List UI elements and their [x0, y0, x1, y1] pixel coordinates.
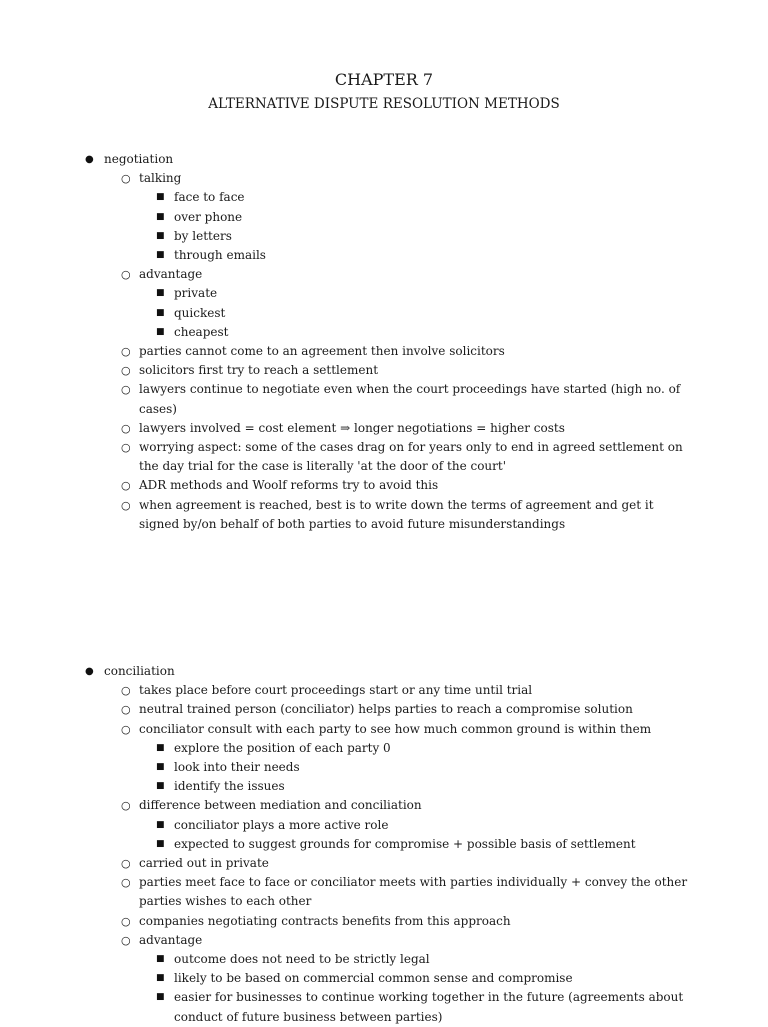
bullet-circle-icon: ○	[121, 421, 131, 435]
list-item-text: outcome does not need to be strictly legal	[174, 952, 430, 967]
list-item-text: cheapest	[174, 324, 229, 339]
list-item-text: takes place before court proceedings start or any time until trial	[139, 683, 533, 698]
list-item	[121, 419, 694, 438]
list-item-text: solicitors first try to reach a settlement	[139, 363, 379, 378]
bullet-square-icon: ■	[156, 326, 165, 337]
bullet-circle-icon: ○	[121, 914, 131, 928]
bullet-square-icon: ■	[156, 250, 165, 261]
bullet-circle-icon: ○	[121, 441, 131, 455]
list-item	[121, 681, 694, 700]
list-item-text: over phone	[174, 209, 243, 224]
bullet-square-icon: ■	[156, 192, 165, 203]
list-item	[156, 777, 694, 796]
bullet-square-icon: ■	[156, 973, 165, 984]
bullet-circle-icon: ○	[121, 268, 131, 282]
list-item-text: look into their needs	[174, 760, 300, 775]
list-item	[121, 700, 694, 719]
nested-list-container	[0, 950, 768, 1027]
bullet-circle-icon: ○	[121, 933, 131, 947]
bullet-square-icon: ■	[156, 781, 165, 792]
bullet-circle-icon: ○	[121, 876, 131, 890]
list-item	[156, 227, 694, 246]
list-item	[121, 380, 694, 418]
bullet-disc-icon: ●	[85, 154, 94, 165]
list-item	[156, 950, 694, 969]
list-item-text: easier for businesses to continue working together in the future (agreements about conduct of future business between parties)	[174, 990, 684, 1024]
list-item-text: ADR methods and Woolf reforms try to avoid this	[139, 478, 439, 493]
chapter-heading: CHAPTER 7	[334, 70, 434, 89]
list-item-text: face to face	[174, 190, 245, 205]
list-item	[156, 284, 694, 303]
list-item-text: conciliator plays a more active role	[174, 817, 389, 832]
bullet-list-level-1	[0, 150, 768, 534]
bullet-circle-icon: ○	[121, 703, 131, 717]
bullet-circle-icon: ○	[121, 383, 131, 397]
nested-list-container	[0, 681, 768, 1027]
list-item	[121, 342, 694, 361]
bullet-list-level-2	[0, 681, 768, 1027]
list-item-text: conciliation	[104, 664, 175, 678]
bullet-circle-icon: ○	[121, 172, 131, 186]
nested-list-container	[0, 188, 768, 265]
list-item-text: private	[174, 286, 218, 301]
list-item-text: expected to suggest grounds for compromise + possible basis of settlement	[174, 836, 636, 851]
bullet-circle-icon: ○	[121, 857, 131, 871]
chapter-subtitle: ALTERNATIVE DISPUTE RESOLUTION METHODS	[208, 96, 560, 112]
list-item	[121, 438, 694, 476]
list-item-text: talking	[139, 171, 182, 186]
list-item	[121, 361, 694, 380]
bullet-circle-icon: ○	[121, 498, 131, 512]
list-item-text: conciliator consult with each party to see how much common ground is within them	[139, 721, 652, 736]
list-item-text: companies negotiating contracts benefits from this approach	[139, 913, 511, 928]
list-item-text: advantage	[139, 932, 203, 947]
bullet-square-icon: ■	[156, 819, 165, 830]
list-item-text: quickest	[174, 305, 226, 320]
list-item	[156, 969, 694, 988]
section-negotiation	[0, 150, 768, 534]
list-item	[156, 739, 694, 758]
list-item-text: when agreement is reached, best is to write down the terms of agreement and get it signed by/on behalf of both parties to avoid future misunderstandings	[139, 497, 654, 531]
bullet-square-icon: ■	[156, 307, 165, 318]
list-item	[121, 496, 694, 534]
list-item-text: neutral trained person (conciliator) helps parties to reach a compromise solution	[139, 702, 633, 717]
bullet-disc-icon: ●	[85, 666, 94, 677]
list-item-text: worrying aspect: some of the cases drag on for years only to end in agreed settlement on the day trial for the case is literally 'at the door of the court'	[139, 440, 683, 474]
list-item	[121, 720, 694, 739]
bullet-circle-icon: ○	[121, 364, 131, 378]
bullet-square-icon: ■	[156, 288, 165, 299]
list-item-text: negotiation	[104, 152, 174, 166]
bullet-circle-icon: ○	[121, 479, 131, 493]
list-item	[121, 169, 694, 188]
list-item	[121, 854, 694, 873]
list-item	[85, 662, 694, 681]
list-item	[121, 912, 694, 931]
list-item	[156, 188, 694, 207]
list-item-text: parties cannot come to an agreement then involve solicitors	[139, 344, 505, 359]
bullet-list-level-2	[0, 169, 768, 534]
bullet-circle-icon: ○	[121, 799, 131, 813]
list-item	[156, 988, 694, 1026]
nested-list-container	[0, 284, 768, 342]
list-item	[121, 931, 694, 950]
list-item	[156, 304, 694, 323]
list-item-text: explore the position of each party 0	[174, 740, 391, 755]
list-item-text: likely to be based on commercial common sense and compromise	[174, 971, 573, 986]
bullet-square-icon: ■	[156, 992, 165, 1003]
list-item	[121, 265, 694, 284]
bullet-square-icon: ■	[156, 762, 165, 773]
list-item	[156, 246, 694, 265]
list-item-text: lawyers continue to negotiate even when the court proceedings have started (high no. of cases)	[139, 382, 681, 416]
list-item-text: carried out in private	[139, 856, 269, 871]
list-item	[121, 796, 694, 815]
bullet-list-level-3	[0, 284, 768, 342]
list-item-text: through emails	[174, 248, 266, 263]
bullet-square-icon: ■	[156, 954, 165, 965]
list-item-text: difference between mediation and conciliation	[139, 798, 422, 813]
bullet-list-level-3	[0, 816, 768, 854]
list-item	[121, 873, 694, 911]
bullet-circle-icon: ○	[121, 345, 131, 359]
list-item	[121, 476, 694, 495]
bullet-square-icon: ■	[156, 211, 165, 222]
list-item-text: by letters	[174, 228, 232, 243]
bullet-list-level-3	[0, 739, 768, 797]
bullet-square-icon: ■	[156, 742, 165, 753]
bullet-list-level-3	[0, 188, 768, 265]
list-item	[156, 323, 694, 342]
list-item-text: parties meet face to face or conciliator meets with parties individually + convey the other parties wishes to each other	[139, 875, 688, 909]
nested-list-container	[0, 169, 768, 534]
nested-list-container	[0, 816, 768, 854]
list-item-text: lawyers involved = cost element ⇒ longer negotiations = higher costs	[139, 420, 565, 435]
nested-list-container	[0, 739, 768, 797]
list-item	[156, 835, 694, 854]
list-item-text: advantage	[139, 267, 203, 282]
bullet-square-icon: ■	[156, 838, 165, 849]
list-item	[85, 150, 694, 169]
list-item	[156, 816, 694, 835]
bullet-list-level-3	[0, 950, 768, 1027]
bullet-circle-icon: ○	[121, 722, 131, 736]
list-item	[156, 758, 694, 777]
bullet-circle-icon: ○	[121, 684, 131, 698]
bullet-list-level-1	[0, 662, 768, 1027]
bullet-square-icon: ■	[156, 230, 165, 241]
section-conciliation	[0, 662, 768, 1027]
list-item-text: identify the issues	[174, 779, 285, 794]
list-item	[156, 208, 694, 227]
